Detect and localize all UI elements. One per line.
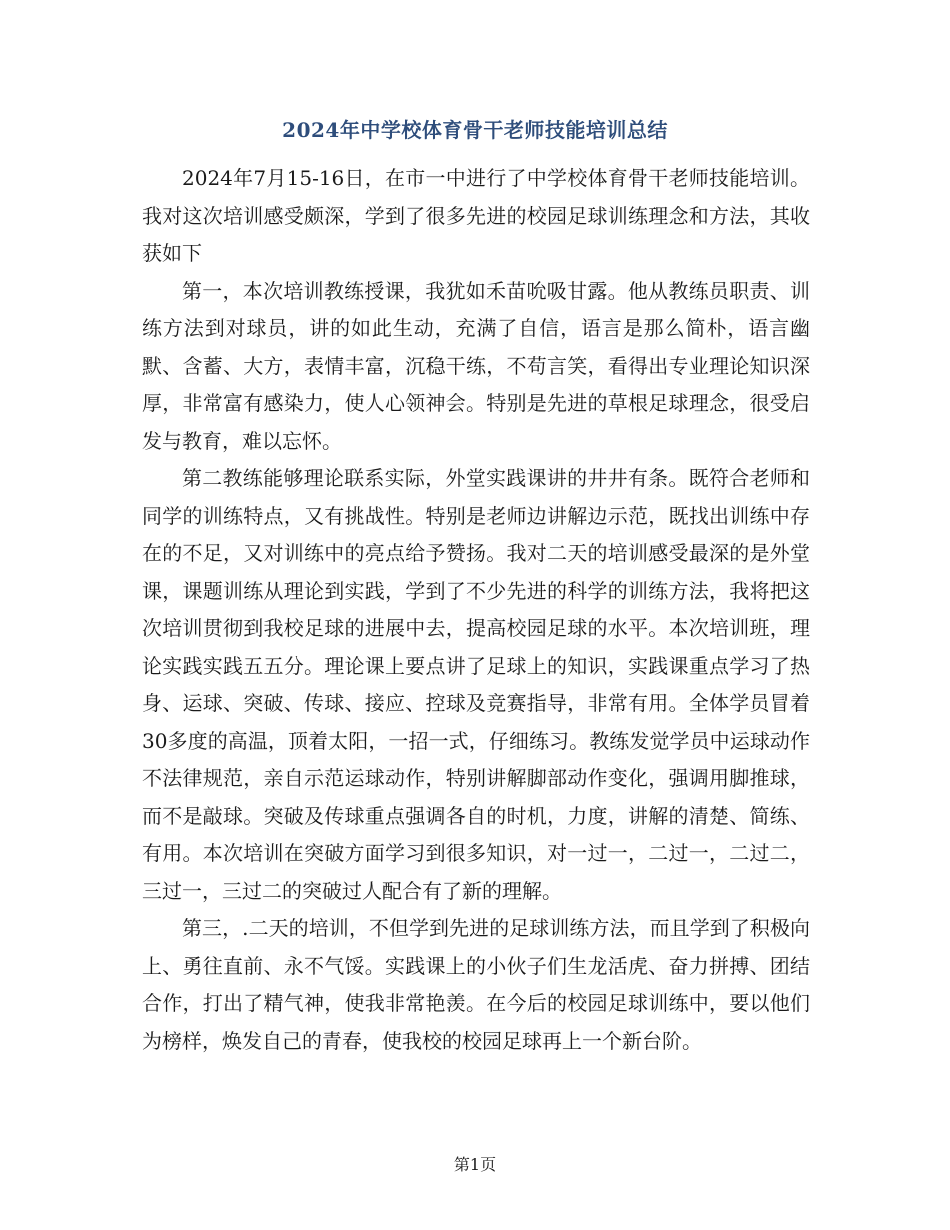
paragraph-second: 第二教练能够理论联系实际，外堂实践课讲的井井有条。既符合老师和同学的训练特点，又有挑战性。特别是老师边讲解边示范，既找出训练中存在的不足，又对训练中的亮点给予赞扬。我对二天的培训感受最深的是外堂课，课题训练从理论到实践，学到了不少先进的科学的训练方法，我将把这次培训贯彻到我校足球的进展中去，提高校园足球的水平。本次培训班，理论实践实践五五分。理论课上要点讲了足球上的知识，实践课重点学习了热身、运球、突破、传球、接应、控球及竞赛指导，非常有用。全体学员冒着30多度的高温，顶着太阳，一招一式，仔细练习。教练发觉学员中运球动作不法律规范，亲自示范运球动作，特别讲解脚部动作变化，强调用脚推球，而不是敲球。突破及传球重点强调各自的时机，力度，讲解的清楚、简练、有用。本次培训在突破方面学习到很多知识，对一过一，二过一，二过二，三过一，三过二的突破过人配合有了新的理解。 — [142, 466, 810, 903]
page-number: 第1页 — [453, 1155, 497, 1174]
paragraph-intro: 2024年7月15-16日，在市一中进行了中学校体育骨干老师技能培训。我对这次培训感受颇深，学到了很多先进的校园足球训练理念和方法，其收获如下 — [142, 166, 810, 265]
paragraph-third: 第三，.二天的培训，不但学到先进的足球训练方法，而且学到了积极向上、勇往直前、永不气馁。实践课上的小伙子们生龙活虎、奋力拼搏、团结合作，打出了精气神，使我非常艳羡。在今后的校园足球训练中，要以他们为榜样，焕发自己的青春，使我校的校园足球再上一个新台阶。 — [142, 916, 810, 1053]
paragraph-first: 第一，本次培训教练授课，我犹如禾苗吮吸甘露。他从教练员职责、训练方法到对球员，讲的如此生动，充满了自信，语言是那么简朴，语言幽默、含蓄、大方，表情丰富，沉稳干练，不苟言笑，看得出专业理论知识深厚，非常富有感染力，使人心领神会。特别是先进的草根足球理念，很受启发与教育，难以忘怀。 — [142, 278, 810, 453]
document-body — [142, 160, 810, 1060]
document-title: 2024年中学校体育骨干老师技能培训总结 — [282, 118, 668, 142]
